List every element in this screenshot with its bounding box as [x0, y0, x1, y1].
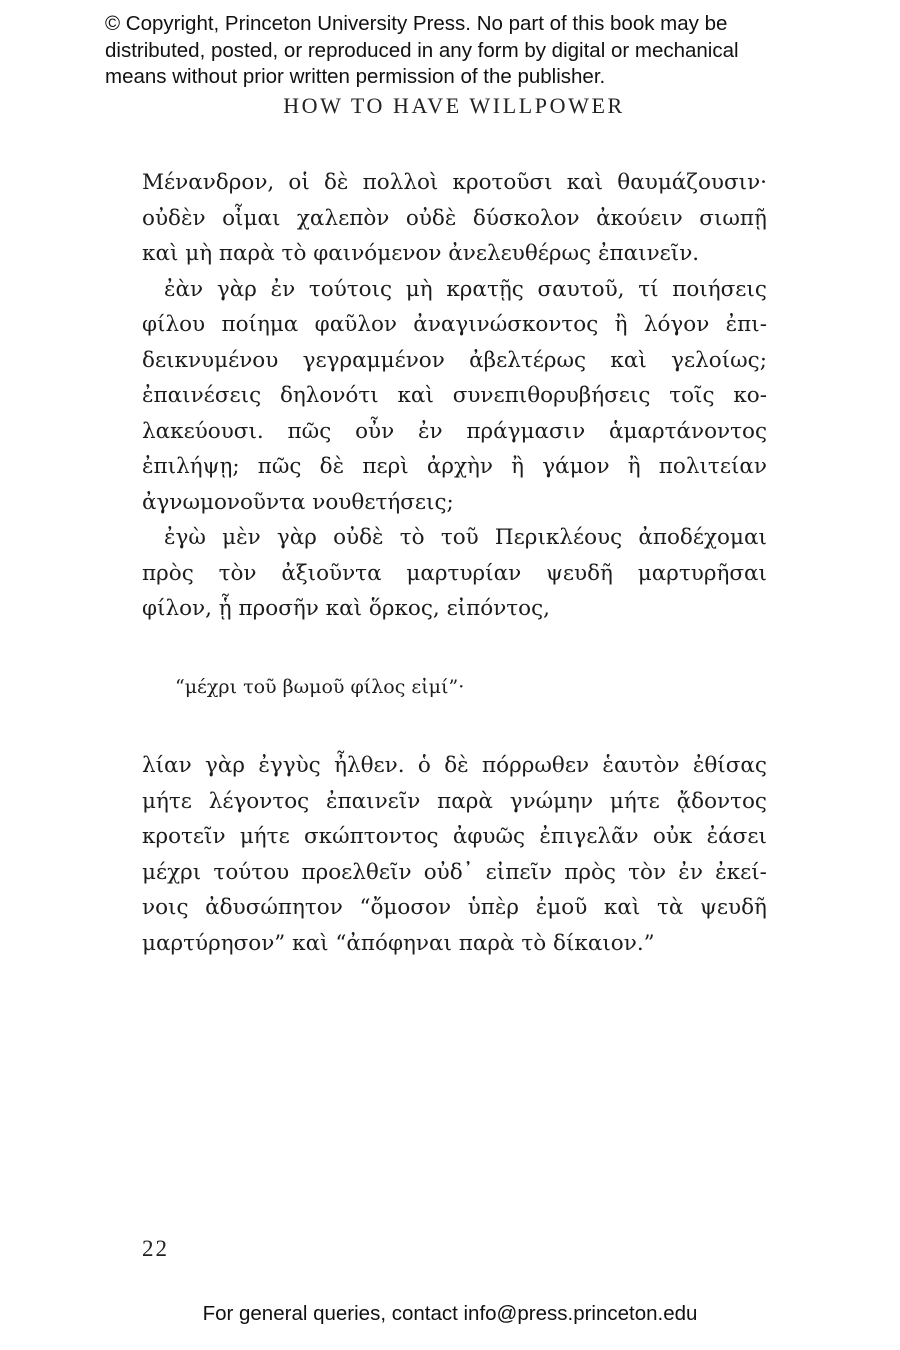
text-line: κροτεῖν μήτε σκώπτοντος ἀφυῶς ἐπιγελᾶν οὐκ ἐάσει [142, 824, 767, 849]
text-line: δεικνυμένου γεγραμμένον ἀβελτέρως καὶ γελοίως; [142, 347, 767, 373]
text-line: ἐγὼ μὲν γὰρ οὐδὲ τὸ τοῦ Περικλέους ἀποδέχομαι [164, 525, 767, 550]
text-line: Μένανδρον, οἱ δὲ πολλοὶ κροτοῦσι καὶ θαυμάζουσιν· [142, 170, 767, 195]
text-line: ἀγνωμονοῦντα νουθετήσεις; [142, 489, 454, 515]
text-line: λακεύουσι. πῶς οὖν ἐν πράγμασιν ἁμαρτάνοντος [142, 418, 767, 444]
text-line: νοις ἀδυσώπητον “ὄμοσον ὑπὲρ ἐμοῦ καὶ τὰ ψευδῆ [142, 895, 767, 920]
text-line: καὶ μὴ παρὰ τὸ φαινόμενον ἀνελευθέρως ἐπαινεῖν. [142, 241, 700, 266]
text-line: ἐὰν γὰρ ἐν τούτοις μὴ κρατῇς σαυτοῦ, τί ποιήσεις [164, 276, 767, 302]
greek-text-block-b [142, 748, 767, 961]
text-line: πρὸς τὸν ἀξιοῦντα μαρτυρίαν ψευδῆ μαρτυρῆσαι [142, 560, 767, 586]
greek-text-block-a [142, 165, 767, 627]
copyright-line: distributed, posted, or reproduced in any form by digital or mechanical [105, 38, 739, 62]
text-line: λίαν γὰρ ἐγγὺς ἦλθεν. ὁ δὲ πόρρωθεν ἑαυτὸν ἐθίσας [142, 753, 767, 778]
text-line: φίλον, ᾗ προσῆν καὶ ὅρκος, εἰπόντος, [142, 596, 551, 621]
text-line: ἐπαινέσεις δηλονότι καὶ συνεπιθορυβήσεις τοῖς κο- [142, 383, 767, 408]
text-line: μέχρι τούτου προελθεῖν οὐδ᾿ εἰπεῖν πρὸς τὸν ἐν ἐκεί- [142, 859, 767, 885]
running-head: HOW TO HAVE WILLPOWER [283, 93, 625, 118]
copyright-notice [105, 11, 865, 91]
text-line: ἐπιλήψῃ; πῶς δὲ περὶ ἀρχὴν ἢ γάμον ἢ πολιτείαν [142, 454, 767, 479]
text-line: οὐδὲν οἶμαι χαλεπὸν οὐδὲ δύσκολον ἀκούειν σιωπῇ [142, 205, 767, 231]
copyright-line: © Copyright, Princeton University Press. No part of this book may be [105, 12, 728, 35]
text-line: μήτε λέγοντος ἐπαινεῖν παρὰ γνώμην μήτε ᾄδοντος [142, 788, 767, 814]
copyright-line: means without prior written permission of the publisher. [105, 65, 606, 88]
verse-quote: “μέχρι τοῦ βωμοῦ φίλος εἰμί”· [175, 676, 465, 698]
footer-contact: For general queries, contact info@press.princeton.edu [202, 1302, 698, 1325]
page-number: 22 [142, 1236, 169, 1261]
text-line: φίλου ποίημα φαῦλον ἀναγινώσκοντος ἢ λόγον ἐπι- [142, 312, 767, 337]
text-line: μαρτύρησον” καὶ “ἀπόφηναι παρὰ τὸ δίκαιον.” [142, 930, 655, 956]
